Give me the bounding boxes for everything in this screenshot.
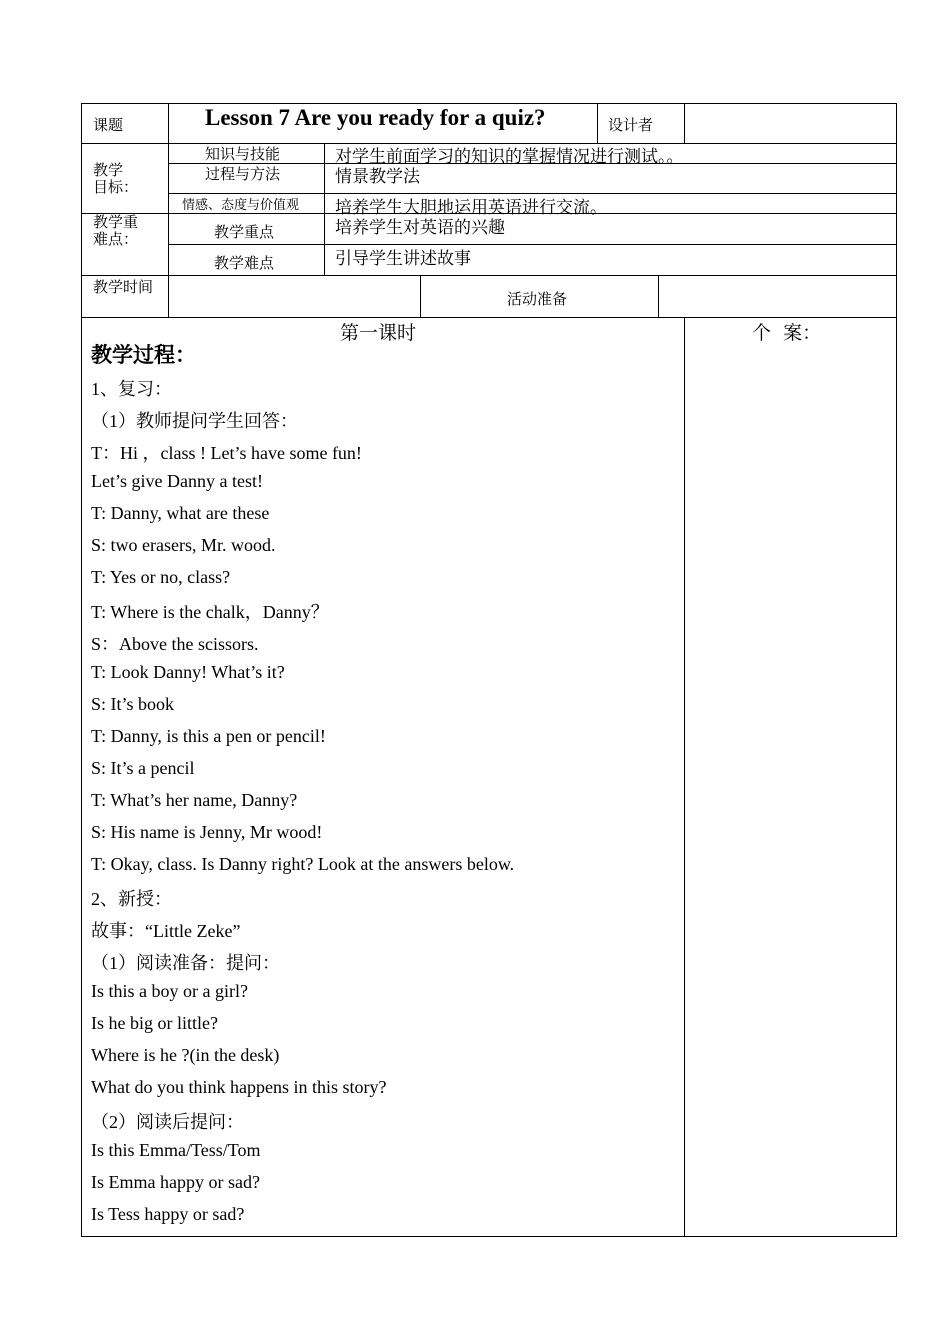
goal-content-process: 情景教学法	[335, 167, 420, 187]
process-line: Is Tess happy or sad?	[91, 1204, 245, 1224]
process-line: T: Danny, is this a pen or pencil!	[91, 726, 326, 746]
process-line: Is he big or little?	[91, 1013, 218, 1033]
designer-label: 设计者	[608, 116, 654, 134]
process-line: Is this a boy or a girl?	[91, 981, 248, 1001]
process-line: T: Okay, class. Is Danny right? Look at the answers below.	[91, 854, 515, 874]
activity-prep-label: 活动准备	[507, 290, 568, 308]
process-line: 2、新授：	[91, 889, 172, 909]
process-line: Is this Emma/Tess/Tom	[91, 1140, 261, 1160]
col-divider	[684, 317, 685, 1237]
col-divider	[658, 275, 659, 318]
key-points-label-line1: 教学重	[93, 213, 139, 231]
table-border-top	[81, 103, 897, 104]
process-line: （1）教师提问学生回答：	[91, 411, 298, 431]
goal-category-attitude: 情感、态度与价值观	[182, 198, 300, 213]
process-line: T: Danny, what are these	[91, 503, 270, 523]
process-line: 1、复习：	[91, 379, 172, 399]
goals-label	[93, 162, 138, 196]
goals-label-line2: 目标：	[93, 178, 139, 196]
case-notes-heading: 个 案：	[752, 322, 822, 344]
difficult-point-category: 教学难点	[214, 254, 275, 272]
table-border-bottom	[81, 1236, 897, 1237]
col-divider	[684, 103, 685, 144]
process-line: S: His name is Jenny, Mr wood!	[91, 822, 323, 842]
process-line: 故事：“Little Zeke”	[91, 921, 241, 941]
process-line: S：Above the scissors.	[91, 634, 259, 654]
process-line: T: Yes or no, class?	[91, 567, 231, 587]
process-line: Let’s give Danny a test!	[91, 471, 263, 491]
row-divider	[168, 244, 897, 245]
process-line: Where is he ?(in the desk)	[91, 1045, 280, 1065]
table-border-left	[81, 103, 82, 1237]
row-divider	[81, 275, 897, 276]
key-points-label	[93, 214, 138, 248]
process-line: S: two erasers, Mr. wood.	[91, 535, 276, 555]
process-line: T：Hi ，class ! Let’s have some fun!	[91, 443, 362, 463]
goals-label-line1: 教学	[93, 161, 124, 179]
session-title: 第一课时	[340, 322, 417, 344]
goal-category-knowledge: 知识与技能	[205, 145, 281, 163]
lesson-title: Lesson 7 Are you ready for a quiz?	[205, 105, 546, 130]
process-line: T: What’s her name, Danny?	[91, 790, 298, 810]
process-line: T: Look Danny! What’s it?	[91, 662, 285, 682]
difficult-point-content: 引导学生讲述故事	[335, 249, 471, 269]
col-divider	[597, 103, 598, 144]
process-line: T: Where is the chalk，Danny？	[91, 602, 329, 622]
key-point-category: 教学重点	[214, 223, 275, 241]
teaching-time-label: 教学时间	[93, 278, 154, 296]
process-line: S: It’s book	[91, 694, 175, 714]
col-divider	[324, 143, 325, 276]
goal-content-attitude: 培养学生大胆地运用英语进行交流。	[335, 198, 607, 218]
process-line: What do you think happens in this story?	[91, 1077, 387, 1097]
key-points-label-line2: 难点：	[93, 230, 139, 248]
goal-content-knowledge: 对学生前面学习的知识的掌握情况进行测试。。	[335, 147, 684, 167]
col-divider	[420, 275, 421, 318]
col-divider	[168, 103, 169, 318]
process-line: （2）阅读后提问：	[91, 1112, 244, 1132]
process-line: S: It’s a pencil	[91, 758, 195, 778]
process-heading: 教学过程：	[91, 343, 196, 367]
topic-label: 课题	[93, 116, 124, 134]
process-line: Is Emma happy or sad?	[91, 1172, 260, 1192]
process-line: （1）阅读准备：提问：	[91, 953, 280, 973]
key-point-content: 培养学生对英语的兴趣	[335, 218, 505, 238]
goal-category-process: 过程与方法	[205, 165, 281, 183]
table-border-right	[896, 103, 897, 1237]
